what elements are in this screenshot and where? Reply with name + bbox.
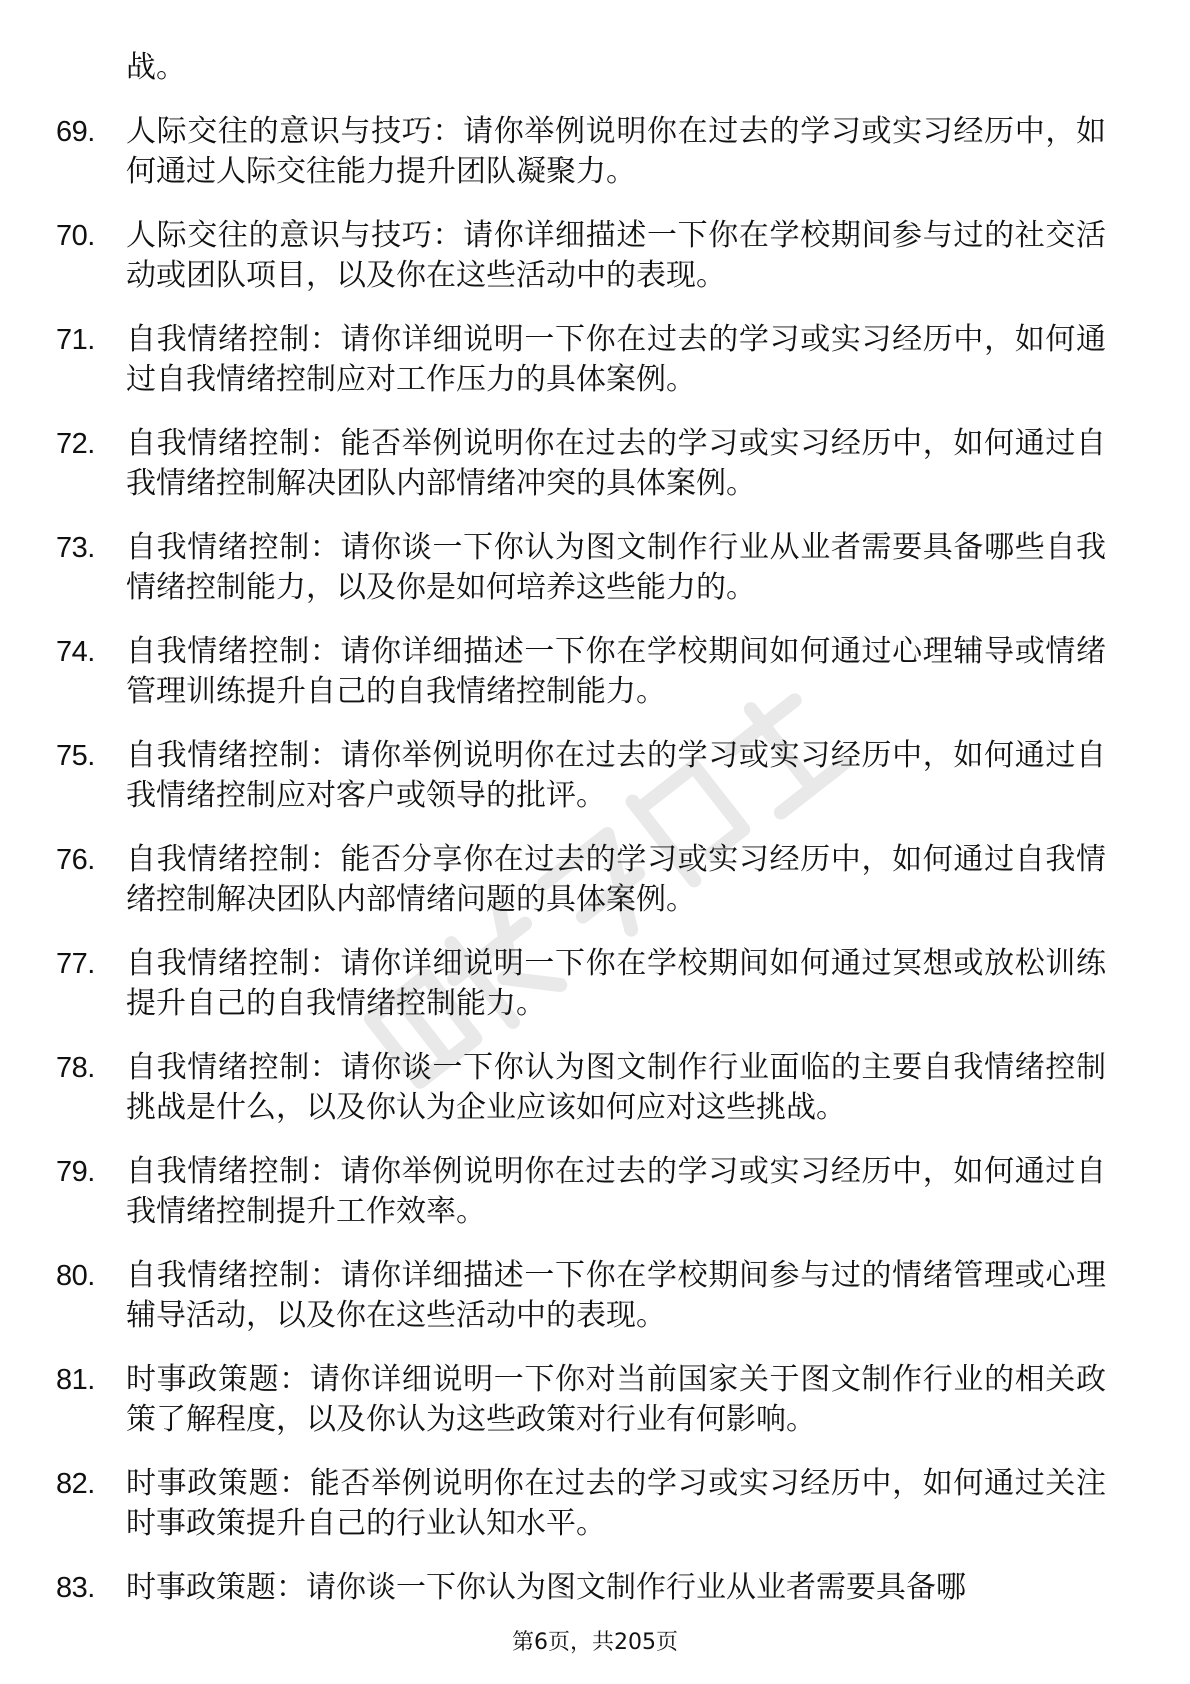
question-item xyxy=(56,528,1106,608)
question-text: 人际交往的意识与技巧：请你详细描述一下你在学校期间参与过的社交活动或团队项目，以及你在这些活动中的表现。 xyxy=(126,218,1106,293)
continuation-text: 战。 xyxy=(126,50,186,85)
question-number: 76. xyxy=(56,844,95,876)
question-text: 人际交往的意识与技巧：请你举例说明你在过去的学习或实习经历中，如何通过人际交往能力提升团队凝聚力。 xyxy=(126,114,1106,189)
question-item xyxy=(56,944,1106,1024)
question-number: 72. xyxy=(56,428,95,460)
question-text: 时事政策题：请你详细说明一下你对当前国家关于图文制作行业的相关政策了解程度，以及你认为这些政策对行业有何影响。 xyxy=(126,1362,1106,1437)
question-number: 74. xyxy=(56,636,95,668)
question-number: 70. xyxy=(56,220,95,252)
question-text: 时事政策题：请你谈一下你认为图文制作行业从业者需要具备哪 xyxy=(126,1570,966,1605)
question-item xyxy=(56,216,1106,296)
question-number: 73. xyxy=(56,532,95,564)
question-text: 自我情绪控制：请你详细说明一下你在学校期间如何通过冥想或放松训练提升自己的自我情绪控制能力。 xyxy=(126,946,1106,1021)
question-item xyxy=(56,1568,1106,1608)
question-text: 自我情绪控制：请你举例说明你在过去的学习或实习经历中，如何通过自我情绪控制应对客户或领导的批评。 xyxy=(126,738,1106,813)
question-item xyxy=(56,320,1106,400)
question-text: 自我情绪控制：请你谈一下你认为图文制作行业面临的主要自我情绪控制挑战是什么，以及你认为企业应该如何应对这些挑战。 xyxy=(126,1050,1106,1125)
question-number: 81. xyxy=(56,1364,95,1396)
question-number: 71. xyxy=(56,324,95,356)
question-item xyxy=(56,1464,1106,1544)
question-item xyxy=(56,1048,1106,1128)
question-text: 自我情绪控制：请你详细描述一下你在学校期间如何通过心理辅导或情绪管理训练提升自己的自我情绪控制能力。 xyxy=(126,634,1106,709)
question-text: 时事政策题：能否举例说明你在过去的学习或实习经历中，如何通过关注时事政策提升自己的行业认知水平。 xyxy=(126,1466,1106,1541)
question-item xyxy=(56,112,1106,192)
question-number: 77. xyxy=(56,948,95,980)
question-item xyxy=(56,632,1106,712)
question-item xyxy=(56,736,1106,816)
page-footer: 第6页，共205页 xyxy=(512,1630,678,1655)
question-item xyxy=(56,1152,1106,1232)
question-number: 69. xyxy=(56,116,95,148)
question-text: 自我情绪控制：请你举例说明你在过去的学习或实习经历中，如何通过自我情绪控制提升工作效率。 xyxy=(126,1154,1106,1229)
question-number: 78. xyxy=(56,1052,95,1084)
question-number: 75. xyxy=(56,740,95,772)
question-number: 82. xyxy=(56,1468,95,1500)
question-item xyxy=(56,840,1106,920)
question-text: 自我情绪控制：请你详细描述一下你在学校期间参与过的情绪管理或心理辅导活动，以及你在这些活动中的表现。 xyxy=(126,1258,1106,1333)
question-text: 自我情绪控制：能否分享你在过去的学习或实习经历中，如何通过自我情绪控制解决团队内部情绪问题的具体案例。 xyxy=(126,842,1106,917)
question-item xyxy=(56,1256,1106,1336)
question-number: 79. xyxy=(56,1156,95,1188)
question-list xyxy=(56,48,1106,1632)
question-item xyxy=(56,424,1106,504)
question-text: 自我情绪控制：能否举例说明你在过去的学习或实习经历中，如何通过自我情绪控制解决团队内部情绪冲突的具体案例。 xyxy=(126,426,1106,501)
question-text: 自我情绪控制：请你谈一下你认为图文制作行业从业者需要具备哪些自我情绪控制能力，以及你是如何培养这些能力的。 xyxy=(126,530,1106,605)
question-number: 80. xyxy=(56,1260,95,1292)
question-item xyxy=(56,1360,1106,1440)
question-text: 自我情绪控制：请你详细说明一下你在过去的学习或实习经历中，如何通过自我情绪控制应对工作压力的具体案例。 xyxy=(126,322,1106,397)
question-number: 83. xyxy=(56,1572,95,1604)
